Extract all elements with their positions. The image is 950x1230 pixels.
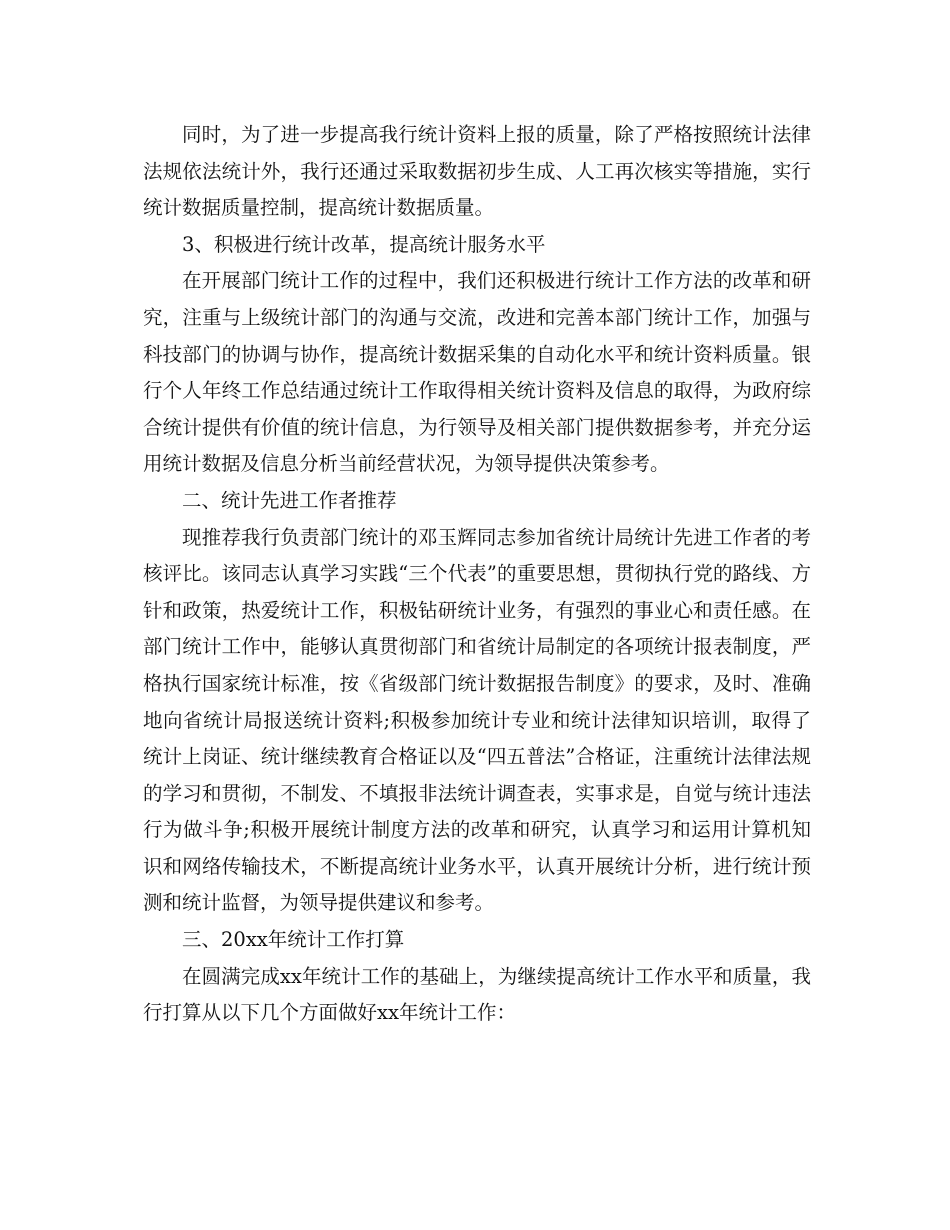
paragraph-data-quality: 同时，为了进一步提高我行统计资料上报的质量，除了严格按照统计法律法规依法统计外，我行还通过采取数据初步生成、人工再次核实等措施，实行统计数据质量控制，提高统计数据质量。	[143, 123, 811, 220]
heading-advanced-worker: 二、统计先进工作者推荐	[182, 488, 397, 512]
paragraph-reform-details: 在开展部门统计工作的过程中，我们还积极进行统计工作方法的改革和研究，注重与上级统计部门的沟通与交流，改进和完善本部门统计工作，加强与科技部门的协调与协作，提高统计数据采集的自动化水平和统计资料质量。银行个人年终工作总结通过统计工作取得相关统计资料及信息的取得，为政府综合统计提供有价值的统计信息，为行领导及相关部门提供数据参考，并充分运用统计数据及信息分析当前经营状况，为领导提供决策参考。	[143, 269, 811, 476]
paragraph-recommendation: 现推荐我行负责部门统计的邓玉辉同志参加省统计局统计先进工作者的考核评比。该同志认真学习实践“三个代表”的重要思想，贯彻执行党的路线、方针和政策，热爱统计工作，积极钻研统计业务，有强烈的事业心和责任感。在部门统计工作中，能够认真贯彻部门和省统计局制定的各项统计报表制度，严格执行国家统计标准，按《省级部门统计数据报告制度》的要求，及时、准确地向省统计局报送统计资料;积极参加统计专业和统计法律知识培训，取得了统计上岗证、统计继续教育合格证以及“四五普法”合格证，注重统计法律法规的学习和贯彻，不制发、不填报非法统计调查表，实事求是，自觉与统计违法行为做斗争;积极开展统计制度方法的改革和研究，认真学习和运用计算机知识和网络传输技术，不断提高统计业务水平，认真开展统计分析，进行统计预测和统计监督，为领导提供建议和参考。	[143, 525, 811, 915]
heading-statistics-reform: 3、积极进行统计改革，提高统计服务水平	[182, 232, 546, 256]
document-body	[143, 117, 811, 1032]
paragraph-work-plan: 在圆满完成xx年统计工作的基础上，为继续提高统计工作水平和质量，我行打算从以下几个方面做好xx年统计工作：	[143, 964, 811, 1025]
heading-work-plan: 三、20xx年统计工作打算	[182, 928, 405, 952]
